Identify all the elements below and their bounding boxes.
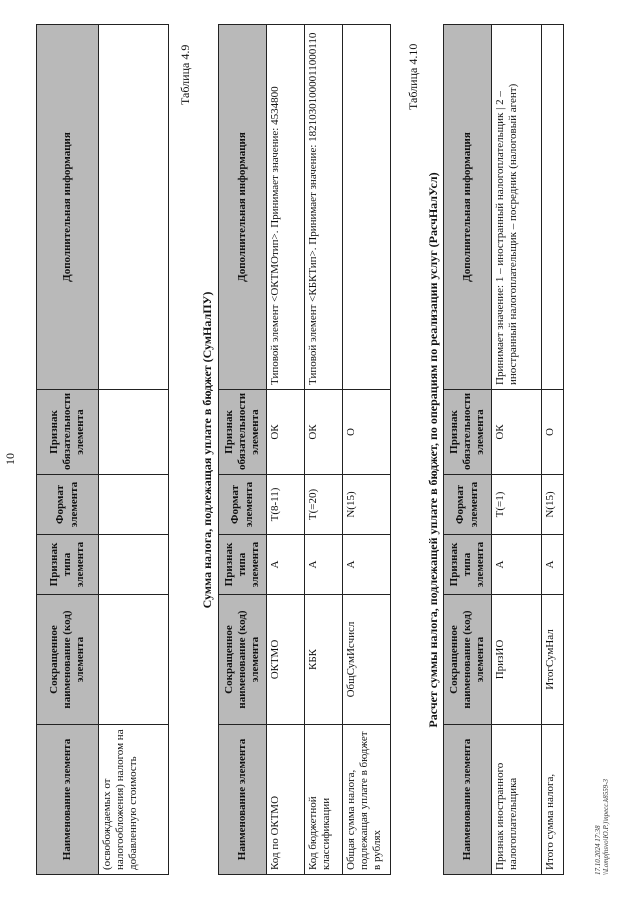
table-row bbox=[99, 25, 169, 875]
table-cell: А bbox=[305, 535, 343, 595]
header-cell: Дополнительная информация bbox=[37, 25, 99, 390]
header-cell: Наименование элемента bbox=[219, 725, 267, 875]
table-header-row bbox=[37, 25, 99, 875]
table-caption: Таблица 4.10 bbox=[406, 43, 420, 110]
table-cell bbox=[99, 475, 169, 535]
table-4-9 bbox=[218, 24, 391, 875]
page-number: 10 bbox=[3, 453, 17, 465]
table-cell: КБК bbox=[305, 595, 343, 725]
table-cell: Признак иностранного налогоплательщика bbox=[492, 725, 542, 875]
table-cell bbox=[343, 25, 391, 390]
table-4-10 bbox=[443, 24, 564, 875]
table-cell: О bbox=[542, 390, 564, 475]
table-cell bbox=[99, 595, 169, 725]
table-title: Расчет суммы налога, подлежащей уплате в бюджет, по операциям по реализации услуг (РасчНалУсл) bbox=[426, 172, 440, 728]
table-row bbox=[267, 25, 305, 875]
header-cell: Признак обязательности элемента bbox=[219, 390, 267, 475]
table-cell: А bbox=[267, 535, 305, 595]
table-cell: N(15) bbox=[343, 475, 391, 535]
table-cell bbox=[99, 535, 169, 595]
header-cell: Сокращенное наименование (код) элемента bbox=[37, 595, 99, 725]
table-top bbox=[36, 24, 169, 875]
table-header-row bbox=[219, 25, 267, 875]
table-cell: ОК bbox=[305, 390, 343, 475]
footer-filepath: \\Lompfnsvo\Ю.Р.)\пресс.k8559-3 bbox=[602, 778, 611, 875]
table-cell: Типовой элемент <КБКТип>. Принимает значение: 18210301000011000110 bbox=[305, 25, 343, 390]
table-caption: Таблица 4.9 bbox=[178, 44, 192, 105]
header-cell: Признак обязательности элемента bbox=[37, 390, 99, 475]
table-cell: T(=1) bbox=[492, 475, 542, 535]
header-cell: Признак обязательности элемента bbox=[444, 390, 492, 475]
table-cell: Код бюджетной классификации bbox=[305, 725, 343, 875]
footer-datetime: 17.10.2024 17:38 bbox=[594, 825, 602, 875]
table-cell bbox=[542, 25, 564, 390]
header-cell: Сокращенное наименование (код) элемента bbox=[444, 595, 492, 725]
table-cell: ОК bbox=[267, 390, 305, 475]
table-cell: T(=20) bbox=[305, 475, 343, 535]
table-row bbox=[305, 25, 343, 875]
table-cell bbox=[99, 390, 169, 475]
table-cell: А bbox=[492, 535, 542, 595]
table-cell: N(15) bbox=[542, 475, 564, 535]
table-cell: Принимает значение: 1 – иностранный налогоплательщик | 2 – иностранный налогоплательщик – посредник (налоговый агент) bbox=[492, 25, 542, 390]
table-cell: Код по ОКТМО bbox=[267, 725, 305, 875]
table-cell: (освобождаемых от налогообложения) налогом на добавленную стоимость bbox=[99, 725, 169, 875]
table-cell bbox=[99, 25, 169, 390]
table-cell: ОКТМО bbox=[267, 595, 305, 725]
table-cell: ПризИО bbox=[492, 595, 542, 725]
table-header-row bbox=[444, 25, 492, 875]
header-cell: Формат элемента bbox=[37, 475, 99, 535]
header-cell: Дополнительная информация bbox=[219, 25, 267, 390]
header-cell: Сокращенное наименование (код) элемента bbox=[219, 595, 267, 725]
table-row bbox=[492, 25, 542, 875]
table-cell: Итого сумма налога, bbox=[542, 725, 564, 875]
table-cell: T(8-11) bbox=[267, 475, 305, 535]
table-cell: О bbox=[343, 390, 391, 475]
table-cell: ОбщСумИсчисл bbox=[343, 595, 391, 725]
header-cell: Наименование элемента bbox=[444, 725, 492, 875]
table-cell: Общая сумма налога, подлежащая уплате в бюджет в рублях bbox=[343, 725, 391, 875]
table-cell: Типовой элемент <ОКТМОтип>. Принимает значение: 4534800 bbox=[267, 25, 305, 390]
table-cell: ИтогСумНал bbox=[542, 595, 564, 725]
table-row bbox=[542, 25, 564, 875]
header-cell: Дополнительная информация bbox=[444, 25, 492, 390]
header-cell: Признак типа элемента bbox=[37, 535, 99, 595]
table-cell: ОК bbox=[492, 390, 542, 475]
header-cell: Признак типа элемента bbox=[219, 535, 267, 595]
header-cell: Наименование элемента bbox=[37, 725, 99, 875]
table-cell: А bbox=[343, 535, 391, 595]
table-title: Сумма налога, подлежащая уплате в бюджет (СумНалПУ) bbox=[200, 291, 214, 609]
table-cell: А bbox=[542, 535, 564, 595]
footer-stamp bbox=[594, 779, 610, 875]
header-cell: Признак типа элемента bbox=[444, 535, 492, 595]
table-row bbox=[343, 25, 391, 875]
header-cell: Формат элемента bbox=[444, 475, 492, 535]
header-cell: Формат элемента bbox=[219, 475, 267, 535]
